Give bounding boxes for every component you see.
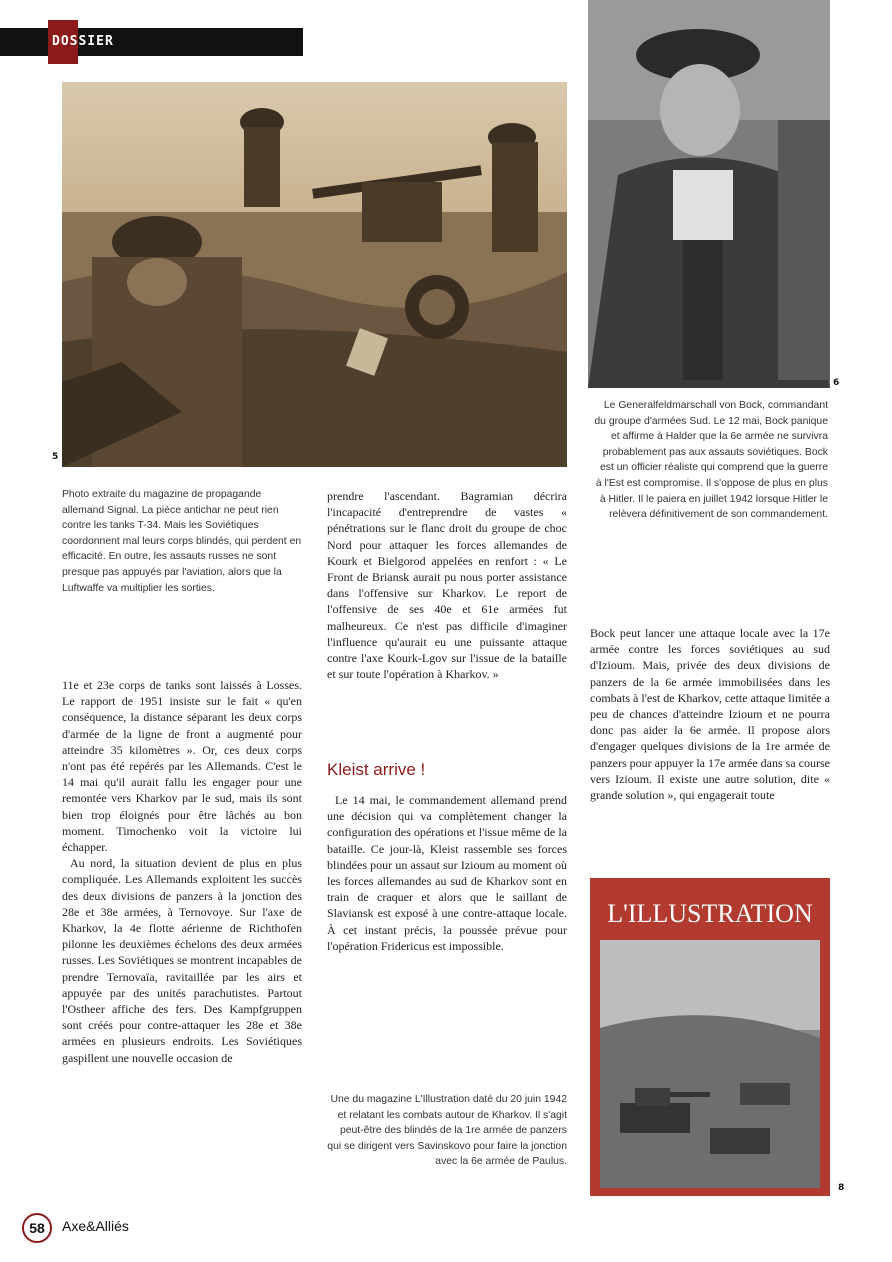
caption-main-photo: Photo extraite du magazine de propagande allemand Signal. La pièce antichar ne peut rien contre les tanks T-34. Mais les Soviétiques coordonnent mal leurs corps blindés, qui perdent en efficacité. En outre, les assauts russes ne sont presque pas appuyés par l'aviation, alors que la Luftwaffe va multiplier les sorties. <box>62 489 302 594</box>
article-column-1 <box>62 677 302 1066</box>
section-heading: Kleist arrive ! <box>327 760 426 779</box>
photo-soldiers-antitank-gun <box>62 82 567 467</box>
caption-magazine-cover: Une du magazine L'Illustration daté du 20 juin 1942 et relatant les combats autour de Kharkov. Il s'agit peut-être des blindés de la 1re armée de panzers qui se dirigent vers Savinskovo pour faire la jonction avec la 6e armée de Paulus. <box>327 1094 567 1168</box>
caption-general-photo: Le Generalfeldmarschall von Bock, commandant du groupe d'armées Sud. Le 12 mai, Bock panique et affirme à Halder que la 6e armée ne survivra probablement pas aux assauts soviétiques. Bock est un officier réaliste qui comprend que la guerre à l'Est est compromise. Il s'oppose de plus en plus à Hitler. Il le paiera en juillet 1942 lorsque Hitler le relèvera définitivement de son commandement. <box>594 400 828 521</box>
photo-number: 8 <box>838 1183 845 1193</box>
section-label: DOSSIER <box>52 34 114 49</box>
paragraph: prendre l'ascendant. Bagramian décrira l'incapacité d'entreprendre de vastes « pénétrations sur le flanc droit du groupe de choc Nord pour attaquer les forces allemandes de Kourk et Bielgorod appelées en renfort : « Le Front de Briansk aurait pu nous porter assistance dans l'offensive sur Kharkov. Le report de l'offensive de ses 40e et 61e armées fut malheureux. Ce n'est pas difficile d'imaginer l'influence qu'aurait eu une puissante attaque contre l'axe Kourk-Lgov sur l'issue de la bataille et sur toute l'opération à Kharkov. » <box>327 489 567 682</box>
header-band <box>0 28 303 56</box>
article-column-3 <box>590 625 830 803</box>
photo-general-von-bock <box>588 0 830 388</box>
paragraph: 11e et 23e corps de tanks sont laissés à Losses. Le rapport de 1951 insiste sur le fait « qu'en conséquence, la distance séparant les deux corps d'armée de la ligne de front a augmenté pour atteindre 35 kilomètres ». Or, ces deux corps n'ont pas été repérés par les Allemands. C'est le 14 mai qu'il aurait fallu les engager pour une remontée vers Kharkov par le sud, mais ils sont bien trop éloignés pour être lâchés au bon moment. Timochenko voit la victoire lui échapper. <box>62 678 302 855</box>
paragraph: Le 14 mai, le commandement allemand prend une décision qui va complètement changer la configuration des opérations et l'issue même de la bataille. Ce jour-là, Kleist rassemble ses forces blindées pour un assaut sur Izioum au moment où les forces allemandes au sud de Kharkov sont en train de craquer et alors que le saillant de Slaviansk est exposé à une contre-attaque locale. À cet instant précis, la poussée prévue pour l'opération Fridericus est impossible. <box>327 793 567 953</box>
paragraph: Au nord, la situation devient de plus en plus compliquée. Les Allemands exploitent les succès des deux divisions de panzers à la jonction des 28e et 38e armées, à Ternovoye. Sur l'axe de Kharkov, la 4e flotte aérienne de Richthofen pilonne les deuxièmes échelons des deux armées russes. Les Soviétiques se montrent incapables de prendre Ternovaïa, ravitaillée par les airs et appuyée par des unités parachutistes. Partout l'Ostheer affiche des fers. Des Kampfgruppen sont créés pour contre-attaquer les 28e et 38e armées en plusieurs endroits. Les Soviétiques gaspillent une nouvelle occasion de <box>62 856 302 1065</box>
magazine-name: Axe&Alliés <box>62 1218 129 1234</box>
photo-number: 5 <box>52 452 59 462</box>
paragraph: Bock peut lancer une attaque locale avec la 17e armée contre les forces soviétiques au sud d'Izioum. Mais, privée des deux divisions de panzers de la 6e armée immobilisées dans les combats à l'est de Kharkov, cette attaque limitée a peu de chances d'atteindre Izioum et ne pourra donc pas aider la 6e armée. Il propose alors d'engager quelques divisions de la 1re armée de panzers pour appuyer la 17e armée dans sa course vers Izioum. Il existe une autre solution, dite « grande solution », qui engagerait toute <box>590 626 830 803</box>
photo-number: 6 <box>833 378 840 388</box>
page-number: 58 <box>22 1213 52 1243</box>
photo-magazine-cover <box>590 878 830 1196</box>
magazine-masthead: L'ILLUSTRATION <box>607 899 813 928</box>
article-column-2-bottom <box>327 792 567 954</box>
article-column-2-top <box>327 488 567 682</box>
